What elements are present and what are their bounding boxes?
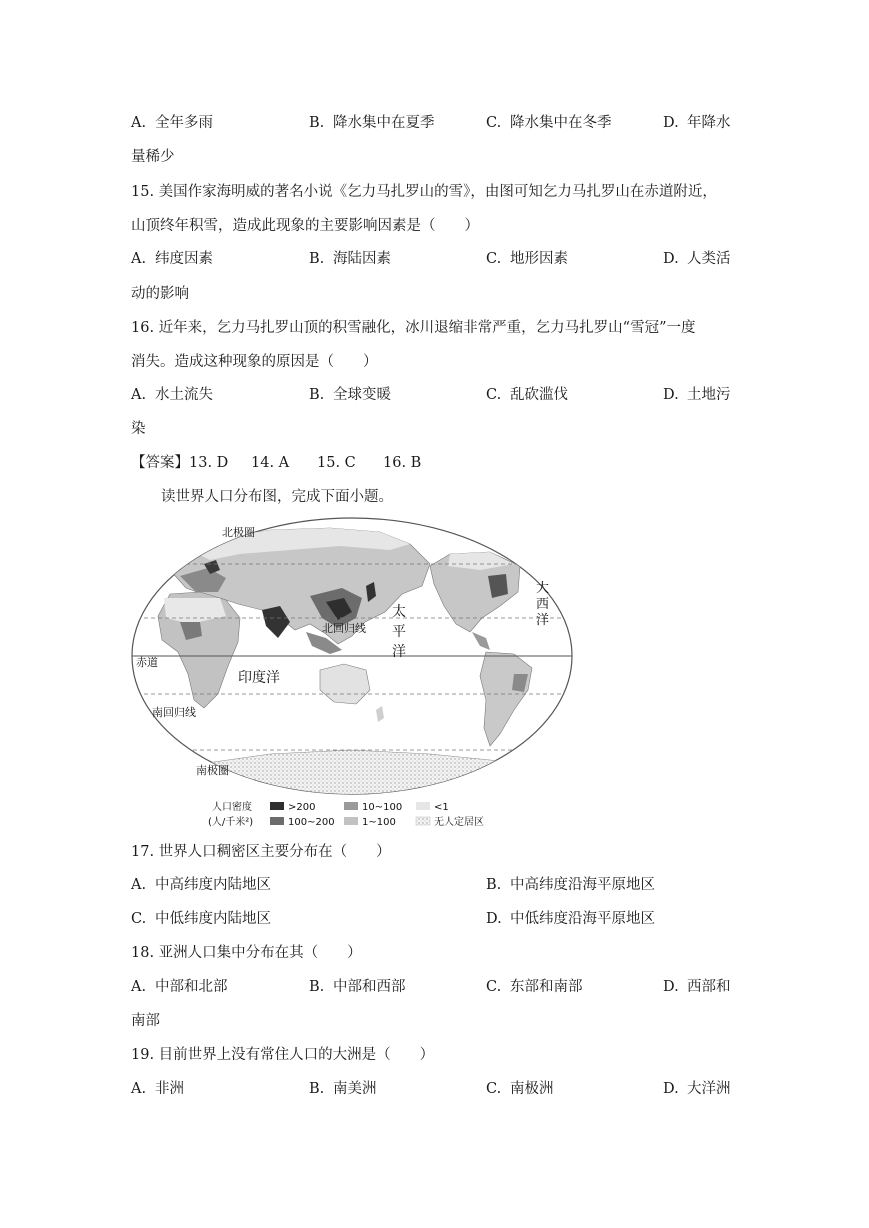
q14-option-d: D. 年降水 (663, 115, 731, 131)
greenland (500, 520, 555, 554)
q14-option-d-wrap: 量稀少 (131, 149, 175, 165)
answer-label: 【答案】 (131, 455, 189, 471)
legend-uninhabited: 无人定居区 (434, 817, 484, 828)
q18-option-b: B. 中部和西部 (309, 979, 406, 995)
q17-option-b: B. 中高纬度沿海平原地区 (486, 877, 655, 893)
label-tropic-capricorn: 南回归线 (152, 706, 196, 719)
legend-lt1: <1 (434, 802, 449, 813)
q19-option-a: A. 非洲 (131, 1081, 184, 1097)
q17-option-c: C. 中低纬度内陆地区 (131, 911, 271, 927)
q16-option-d-wrap: 染 (131, 421, 146, 437)
q16-option-d: D. 土地污 (663, 387, 731, 403)
legend-10-100: 10~100 (362, 802, 403, 813)
q19-option-c: C. 南极洲 (486, 1081, 554, 1097)
label-equator: 赤道 (136, 656, 158, 669)
q15-option-c: C. 地形因素 (486, 251, 568, 267)
legend-swatch-uninhabited (416, 817, 430, 825)
q15-option-b: B. 海陆因素 (309, 251, 391, 267)
q15-option-a: A. 纬度因素 (131, 251, 213, 267)
legend-swatch-10-100 (344, 802, 358, 810)
answer-14: 14. A (251, 455, 290, 471)
q17-option-a: A. 中高纬度内陆地区 (131, 877, 271, 893)
q18-option-c: C. 东部和南部 (486, 979, 583, 995)
legend-swatch-gt200 (270, 802, 284, 810)
q15-option-d-wrap: 动的影响 (131, 286, 189, 302)
world-population-map (130, 514, 574, 834)
answer-line (131, 453, 421, 473)
label-pacific-2: 平 (392, 624, 406, 640)
q16-stem-line2: 消失。造成这种现象的原因是（ ） (131, 354, 378, 370)
legend-unit: (人/千米²) (208, 817, 254, 828)
q16-stem-line1: 16. 近年来，乞力马扎罗山顶的积雪融化，冰川退缩非常严重，乞力马扎罗山“雪冠”一度 (131, 320, 696, 336)
label-tropic-cancer: 北回归线 (322, 622, 366, 635)
q14-option-c: C. 降水集中在冬季 (486, 115, 612, 131)
map-legend (208, 800, 484, 828)
label-pacific-1: 太 (392, 604, 406, 620)
legend-swatch-1-100 (344, 817, 358, 825)
label-atlantic-3: 洋 (536, 613, 550, 628)
legend-swatch-100-200 (270, 817, 284, 825)
answer-15: 15. C (317, 455, 356, 471)
label-atlantic-1: 大 (536, 581, 550, 596)
q18-option-d-wrap: 南部 (131, 1013, 160, 1029)
antarctica (130, 750, 570, 804)
q18-stem: 18. 亚洲人口集中分布在其（ ） (131, 945, 362, 961)
q17-option-d: D. 中低纬度沿海平原地区 (486, 911, 655, 927)
q15-stem-line2: 山顶终年积雪，造成此现象的主要影响因素是（ ） (131, 218, 479, 234)
answer-16: 16. B (383, 455, 422, 471)
q19-option-d: D. 大洋洲 (663, 1081, 731, 1097)
q16-option-a: A. 水土流失 (131, 387, 213, 403)
q18-option-a: A. 中部和北部 (131, 979, 228, 995)
q15-option-d: D. 人类活 (663, 251, 731, 267)
legend-title: 人口密度 (212, 802, 252, 813)
q16-option-b: B. 全球变暖 (309, 387, 391, 403)
legend-100-200: 100~200 (288, 817, 335, 828)
q14-option-a: A. 全年多雨 (131, 115, 213, 131)
legend-gt200: >200 (288, 802, 316, 813)
label-pacific-3: 洋 (392, 644, 406, 660)
q19-stem: 19. 目前世界上没有常住人口的大洲是（ ） (131, 1047, 435, 1063)
map-intro: 读世界人口分布图，完成下面小题。 (161, 489, 393, 505)
q17-stem: 17. 世界人口稠密区主要分布在（ ） (131, 844, 391, 860)
q19-option-b: B. 南美洲 (309, 1081, 377, 1097)
label-atlantic-2: 西 (536, 597, 550, 612)
q14-option-b: B. 降水集中在夏季 (309, 115, 435, 131)
label-south-circle: 南极圈 (196, 764, 229, 777)
answer-13: 13. D (189, 455, 229, 471)
label-north-circle: 北极圈 (222, 526, 255, 539)
q15-stem-line1: 15. 美国作家海明威的著名小说《乞力马扎罗山的雪》，由图可知乞力马扎罗山在赤道附近， (131, 184, 717, 200)
q16-option-c: C. 乱砍滥伐 (486, 387, 568, 403)
legend-1-100: 1~100 (362, 817, 396, 828)
q18-option-d: D. 西部和 (663, 979, 731, 995)
legend-swatch-lt1 (416, 802, 430, 810)
label-indian-ocean: 印度洋 (238, 670, 280, 686)
